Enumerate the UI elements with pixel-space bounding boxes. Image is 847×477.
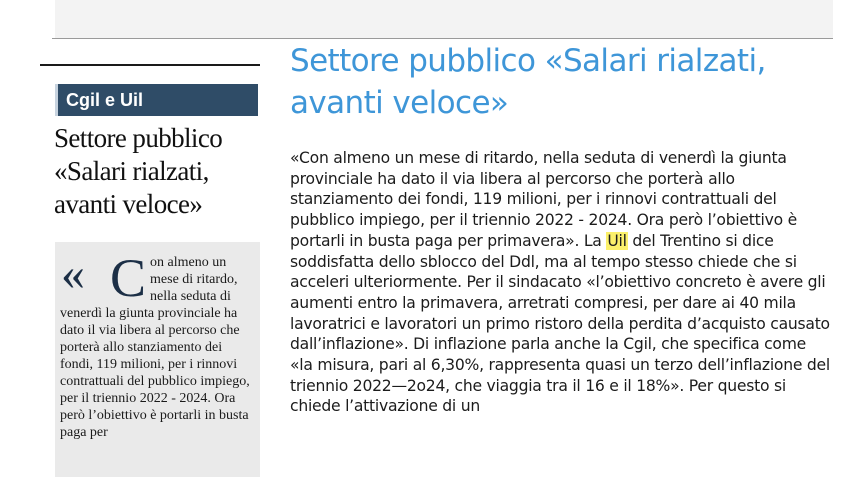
highlighted-term[interactable]: Uil xyxy=(607,231,627,250)
article-transcription xyxy=(290,40,830,417)
clipping-headline: Settore pubblico «Salari rialzati, avanti veloce» xyxy=(54,123,223,219)
article-body-part-2: del Trentino si dice soddisfatta dello sblocco del Ddl, ma al tempo stesso chiede che si acceleri ulteriormente. Per il sindacato «l’obiettivo concreto è avere gli aumenti entro la primavera, arretrati compresi, per dare ai 40 mila lavoratrici e lavoratori un primo ristoro della perdita d’acquisto causato dall’inflazione». Di inflazione parla anche la Cgil, che specifica come «la misura, pari al 6,30%, rappresenta quasi un terzo dell’inflazione del triennio 2022—2o24, che viaggia tra il 16 e il 18%». Per questo si chiede l’attivazione di un xyxy=(290,231,830,416)
clipping-top-rule xyxy=(40,64,260,66)
divider xyxy=(52,38,833,39)
clipping-kicker: Cgil e Uil xyxy=(55,84,258,116)
clipping-body-text xyxy=(60,248,255,441)
clipping-quote-mark: « xyxy=(61,247,85,300)
newspaper-clipping-image xyxy=(40,64,260,477)
article-title: Settore pubblico «Salari rialzati, avanti veloce» xyxy=(290,43,766,121)
clipping-body-copy: on almeno un mese di ritardo, nella seduta di venerdì la giunta provinciale ha dato il via libera al percorso che porterà allo stanziamento dei fondi, 119 milioni, per i rinnovi contrattuali del pubblico impiego, per il triennio 2022 - 2024. Ora però l’obiettivo è portarli in busta paga per xyxy=(60,255,250,440)
clipping-dropcap: C xyxy=(110,248,147,308)
article-body-part-1: «Con almeno un mese di ritardo, nella seduta di venerdì la giunta provinciale ha dato il via libera al percorso che porterà allo stanziamento dei fondi, 119 milioni, per i rinnovi contrattuali del pubblico impiego, per il triennio 2022 - 2024. Ora però l’obiettivo è portarli in busta paga per primavera». La xyxy=(290,149,797,250)
article-body xyxy=(290,148,830,417)
top-toolbar-area xyxy=(55,0,833,39)
clipping-body-box xyxy=(55,242,260,477)
